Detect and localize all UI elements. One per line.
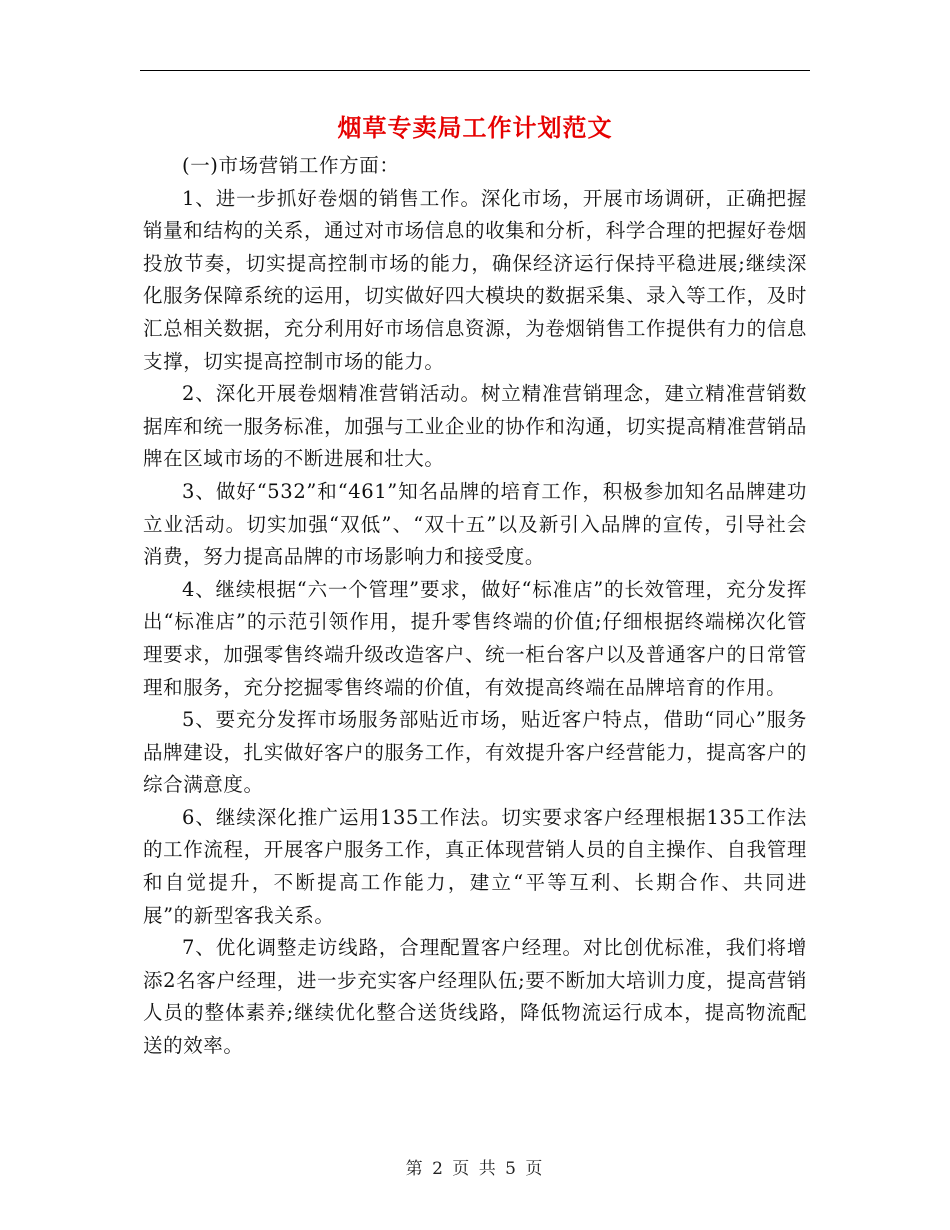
paragraph-7: 7、优化调整走访线路，合理配置客户经理。对比创优标准，我们将增添2名客户经理，进一步充实客户经理队伍;要不断加大培训力度，提高营销人员的整体素养;继续优化整合送货线路，降低物流运行成本，提高物流配送的效率。 <box>143 936 807 1058</box>
paragraph-1: 1、进一步抓好卷烟的销售工作。深化市场，开展市场调研，正确把握销量和结构的关系，通过对市场信息的收集和分析，科学合理的把握好卷烟投放节奏，切实提高控制市场的能力，确保经济运行保持平稳进展;继续深化服务保障系统的运用，切实做好四大模块的数据采集、录入等工作，及时汇总相关数据，充分利用好市场信息资源，为卷烟销售工作提供有力的信息支撑，切实提高控制市场的能力。 <box>143 186 807 373</box>
paragraph-2: 2、深化开展卷烟精准营销活动。树立精准营销理念，建立精准营销数据库和统一服务标准，加强与工业企业的协作和沟通，切实提高精准营销品牌在区域市场的不断进展和壮大。 <box>143 382 807 471</box>
header-rule <box>140 70 810 71</box>
paragraph-4: 4、继续根据“六一个管理”要求，做好“标准店”的长效管理，充分发挥出“标准店”的示范引领作用，提升零售终端的价值;仔细根据终端梯次化管理要求，加强零售终端升级改造客户、统一柜台客户以及普通客户的日常管理和服务，充分挖掘零售终端的价值，有效提高终端在品牌培育的作用。 <box>143 577 807 699</box>
document-body <box>143 150 807 1063</box>
paragraph-6: 6、继续深化推广运用135工作法。切实要求客户经理根据135工作法的工作流程，开展客户服务工作，真正体现营销人员的自主操作、自我管理和自觉提升，不断提高工作能力，建立“平等互利、长期合作、共同进展”的新型客我关系。 <box>143 805 807 927</box>
section-heading: (一)市场营销工作方面： <box>182 154 400 177</box>
paragraph-5: 5、要充分发挥市场服务部贴近市场，贴近客户特点，借助“同心”服务品牌建设，扎实做好客户的服务工作，有效提升客户经营能力，提高客户的综合满意度。 <box>143 708 807 797</box>
document-title: 烟草专卖局工作计划范文 <box>337 114 613 142</box>
page-footer: 第 2 页 共 5 页 <box>405 1159 545 1179</box>
paragraph-3: 3、做好“532”和“461”知名品牌的培育工作，积极参加知名品牌建功立业活动。切实加强“双低”、“双十五”以及新引入品牌的宣传，引导社会消费，努力提高品牌的市场影响力和接受度。 <box>143 479 807 569</box>
